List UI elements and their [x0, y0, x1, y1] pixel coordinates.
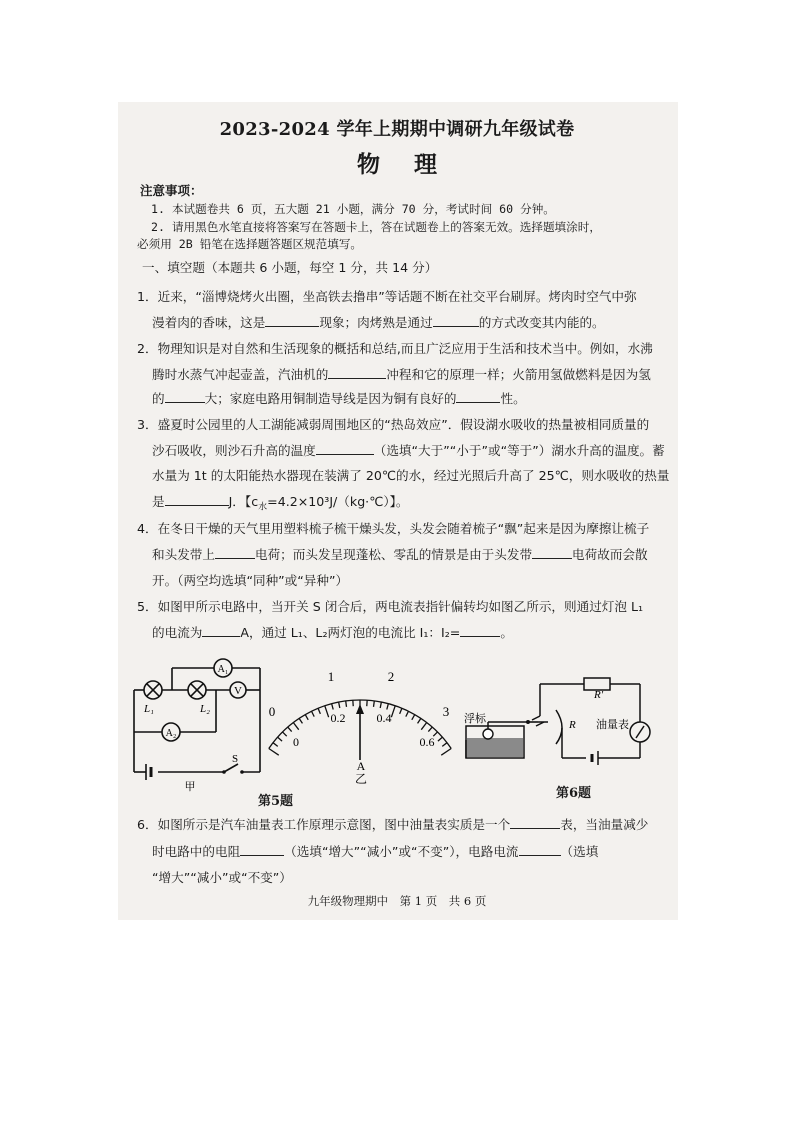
exam-title: 2023-2024 学年上期期中调研九年级试卷: [219, 119, 575, 140]
dial-tick: [288, 727, 292, 732]
answer-blank: [328, 366, 386, 379]
q2-line-1: 2．物理知识是对自然和生活现象的概括和总结,而且广泛应用于生活和技术当中。例如，水沸: [137, 341, 653, 356]
q3-line-2: 沙石吸收，则沙石升高的温度 （选填“大于”“小于”或“等于”）湖水升高的温度。蓄: [152, 443, 665, 458]
fig5-ammeter-dial: [264, 660, 454, 786]
fig6-caption: 第6题: [556, 786, 592, 801]
q4-line-2: 和头发带上 电荷；而头发呈现蓬松、零乱的情景是由于头发带 电荷故而会散: [152, 547, 648, 562]
dial-bottom-0-4: 0.4: [376, 711, 392, 725]
dial-tick: [380, 702, 381, 708]
dial-tick: [273, 743, 278, 747]
fig5-caption: 第5题: [258, 794, 294, 809]
resistor-r-label: R: [569, 719, 576, 731]
q6-line-3: “增大”“减小”或“不变”）: [152, 870, 292, 885]
resistor-rprime-label: R′: [594, 689, 604, 701]
switch-s-label: S: [232, 753, 239, 765]
answer-blank: [265, 314, 319, 327]
answer-blank: [456, 390, 500, 403]
fig6-fuel-gauge-diagram: [458, 672, 668, 782]
dial-top-2: 2: [387, 669, 395, 684]
dial-top-0: 0: [268, 704, 276, 719]
voltmeter-label: V: [234, 685, 242, 697]
dial-top-3: 3: [442, 704, 450, 719]
page-footer: 九年级物理期中 第 1 页 共 6 页: [307, 894, 487, 908]
dial-tick: [421, 723, 426, 730]
dial-tick: [438, 737, 442, 741]
dial-tick: [293, 723, 298, 730]
dial-tick: [406, 711, 409, 716]
q4-line-3: 开。（两空均选填“同种”或“异种”）: [152, 573, 349, 588]
dial-tick: [400, 708, 402, 714]
q3-line-1: 3．盛夏时公园里的人工湖能减弱周围地区的“热岛效应”．假设湖水吸收的热量被相同质量的: [137, 417, 650, 432]
q1-line-1: 1．近来，“淄博烧烤火出圈，坐高铁去撸串”等话题不断在社交平台刷屏。烤肉时空气中弥: [137, 289, 637, 304]
q6-line-2: 时电路中的电阻 （选填“增大”“减小”或“不变”），电路电流 （选填: [152, 844, 599, 859]
dial-tick: [441, 748, 451, 755]
note-line-3: 必须用 2B 铅笔在选择题答题区规范填写。: [137, 237, 363, 251]
dial-tick: [428, 727, 432, 732]
dial-tick: [278, 737, 282, 741]
dial-tick: [387, 704, 389, 710]
section-1-heading: 一、填空题（本题共 6 小题，每空 1 分，共 14 分）: [142, 260, 438, 275]
q2-line-3: 的 大；家庭电路用铜制造导线是因为铜有良好的 性。: [152, 391, 526, 406]
needle-arrow-head: [356, 704, 364, 714]
answer-blank: [433, 314, 479, 327]
answer-blank: [532, 546, 572, 559]
dial-top-1: 1: [327, 669, 335, 684]
q2-line-2: 腾时水蒸气冲起壶盖，汽油机的 冲程和它的原理一样；火箭用氢做燃料是因为氢: [152, 367, 651, 382]
dial-tick: [312, 711, 315, 716]
q1-line-2: 漫着肉的香味，这是 现象；肉烤熟是通过 的方式改变其内能的。: [152, 315, 605, 330]
dial-bottom-0-6: 0.6: [419, 735, 435, 749]
dial-tick: [442, 743, 447, 747]
answer-blank: [165, 390, 205, 403]
float-label: 浮标: [464, 713, 486, 725]
dial-unit-label: A: [356, 759, 366, 773]
dial-tick: [332, 704, 334, 710]
ammeter-a1-label: A₁: [217, 664, 229, 675]
dial-tick: [282, 732, 286, 736]
fig-jia-label: 甲: [184, 781, 196, 793]
lamp-l1-label: L₁: [144, 703, 154, 715]
dial-tick: [391, 706, 395, 717]
dial-tick: [305, 715, 308, 720]
answer-blank: [519, 843, 561, 856]
dial-tick: [339, 702, 340, 708]
dial-tick: [325, 706, 329, 717]
note-line-1: 1. 本试题卷共 6 页，五大题 21 小题，满分 70 分，考试时间 60 分钟。: [151, 202, 555, 216]
answer-blank: [240, 843, 284, 856]
answer-blank: [510, 816, 560, 829]
lamp-l2-label: L₂: [200, 703, 210, 715]
subject-title: 物理: [357, 151, 471, 178]
answer-blank: [215, 546, 255, 559]
dial-bottom-0: 0: [293, 735, 299, 749]
answer-blank: [316, 442, 374, 455]
dial-tick: [374, 701, 375, 707]
note-line-2: 2. 请用黑色水笔直接将答案写在答题卡上，答在试题卷上的答案无效。选择题填涂时，: [151, 220, 601, 234]
q5-line-1: 5．如图甲所示电路中，当开关 S 闭合后，两电流表指针偏转均如图乙所示，则通过灯泡 L₁: [137, 599, 644, 614]
dial-tick: [318, 708, 320, 714]
dial-tick: [299, 718, 302, 723]
dial-bottom-0-2: 0.2: [330, 711, 346, 725]
q4-line-1: 4．在冬日干燥的天气里用塑料梳子梳干燥头发，头发会随着梳子“飘”起来是因为摩擦让梳子: [137, 521, 650, 536]
dial-tick: [346, 701, 347, 707]
q3-line-4: 是 J．【$c_水=4.2\times 10^3J/(kg\cdot℃)$】。: [152, 494, 409, 513]
answer-blank: [165, 493, 229, 506]
dial-tick: [269, 748, 279, 755]
answer-blank: [202, 624, 240, 637]
dial-tick: [412, 715, 415, 720]
dial-tick: [418, 718, 421, 723]
ammeter-a2-label: A₂: [165, 728, 177, 739]
notes-heading: 注意事项：: [140, 183, 203, 198]
q5-line-2: 的电流为 A，通过 L₁、L₂两灯泡的电流比 I₁：I₂= 。: [152, 625, 513, 640]
q6-line-1: 6．如图所示是汽车油量表工作原理示意图，图中油量表实质是一个 表，当油量减少: [137, 817, 649, 832]
fuel-gauge-label: 油量表: [596, 719, 629, 731]
fig-yi-label: 乙: [354, 772, 368, 786]
q3-line-3: 水量为 1t 的太阳能热水器现在装满了 20℃的水，经过光照后升高了 25℃，则水吸收的热量: [152, 468, 670, 483]
fig5-circuit-diagram: [124, 650, 274, 793]
answer-blank: [460, 624, 500, 637]
